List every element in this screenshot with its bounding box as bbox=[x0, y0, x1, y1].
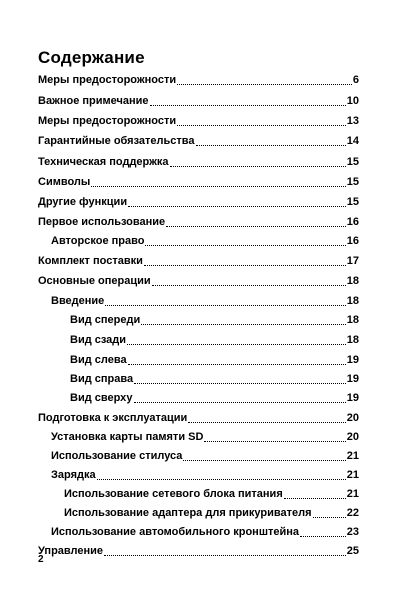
toc-entry-label: Другие функции bbox=[38, 196, 128, 208]
toc-entry[interactable] bbox=[38, 252, 359, 268]
toc-entry-page: 22 bbox=[346, 507, 359, 519]
toc-entry[interactable] bbox=[38, 112, 359, 128]
page-number: 2 bbox=[38, 554, 44, 565]
toc-entry[interactable] bbox=[64, 485, 359, 501]
toc-entry-page: 20 bbox=[346, 412, 359, 424]
toc-entry[interactable] bbox=[38, 213, 359, 229]
toc-entry-page: 13 bbox=[346, 115, 359, 127]
toc-entry-label: Вид спереди bbox=[70, 314, 141, 326]
toc-entry-label: Гарантийные обязательства bbox=[38, 135, 195, 147]
toc-entry[interactable] bbox=[51, 447, 359, 463]
dot-leader bbox=[141, 314, 346, 325]
dot-leader bbox=[91, 176, 345, 187]
toc-entry-label: Зарядка bbox=[51, 469, 96, 481]
toc-entry-label: Комплект поставки bbox=[38, 255, 143, 267]
toc-entry-page: 15 bbox=[346, 196, 359, 208]
toc-entry-label: Подготовка к эксплуатации bbox=[38, 412, 188, 424]
toc-entry-page: 19 bbox=[346, 373, 359, 385]
toc-entry-label: Использование автомобильного кронштейна bbox=[51, 526, 300, 538]
toc-entry-page: 19 bbox=[346, 354, 359, 366]
toc-entry-label: Основные операции bbox=[38, 275, 151, 287]
toc-entry-page: 21 bbox=[346, 488, 359, 500]
toc-entry[interactable] bbox=[70, 389, 359, 405]
toc-entry-page: 14 bbox=[346, 135, 359, 147]
toc-entry-page: 15 bbox=[346, 156, 359, 168]
dot-leader bbox=[104, 545, 346, 556]
dot-leader bbox=[152, 275, 346, 286]
toc-entry-page: 16 bbox=[346, 235, 359, 247]
toc-entry[interactable] bbox=[38, 71, 359, 87]
toc-entry-page: 17 bbox=[346, 255, 359, 267]
dot-leader bbox=[145, 235, 345, 246]
toc-entry-page: 16 bbox=[346, 216, 359, 228]
toc-entry-page: 23 bbox=[346, 526, 359, 538]
dot-leader bbox=[105, 295, 345, 306]
toc-entry-page: 6 bbox=[352, 74, 359, 86]
toc-entry[interactable] bbox=[38, 132, 359, 148]
toc-entry-page: 18 bbox=[346, 295, 359, 307]
dot-leader bbox=[313, 507, 346, 518]
toc-entry-page: 21 bbox=[346, 450, 359, 462]
toc-title: Содержание bbox=[38, 48, 145, 67]
toc-entry-label: Первое использование bbox=[38, 216, 166, 228]
toc-entry-label: Вид справа bbox=[70, 373, 134, 385]
dot-leader bbox=[300, 526, 346, 537]
toc-entry-label: Использование сетевого блока питания bbox=[64, 488, 283, 500]
toc-entry-page: 25 bbox=[346, 545, 359, 557]
toc-entry-label: Техническая поддержка bbox=[38, 156, 169, 168]
toc-entry-label: Меры предосторожности bbox=[38, 74, 177, 86]
toc-entry-label: Установка карты памяти SD bbox=[51, 431, 204, 443]
toc-entry-page: 18 bbox=[346, 275, 359, 287]
toc-entry-page: 18 bbox=[346, 314, 359, 326]
toc-entry-label: Символы bbox=[38, 176, 91, 188]
toc-entry[interactable] bbox=[51, 428, 359, 444]
dot-leader bbox=[183, 450, 345, 461]
dot-leader bbox=[177, 74, 352, 85]
toc-entry[interactable] bbox=[51, 292, 359, 308]
toc-entry[interactable] bbox=[51, 523, 359, 539]
toc-entry[interactable] bbox=[38, 272, 359, 288]
dot-leader bbox=[196, 135, 346, 146]
toc-entry[interactable] bbox=[38, 92, 359, 108]
toc-entry-page: 15 bbox=[346, 176, 359, 188]
dot-leader bbox=[134, 373, 346, 384]
toc-entry[interactable] bbox=[38, 153, 359, 169]
dot-leader bbox=[204, 431, 345, 442]
toc-entry-page: 20 bbox=[346, 431, 359, 443]
toc-entry-label: Использование адаптера для прикуривателя bbox=[64, 507, 312, 519]
toc-entry-label: Вид сверху bbox=[70, 392, 133, 404]
toc-entry-label: Управление bbox=[38, 545, 104, 557]
toc-entry[interactable] bbox=[38, 542, 359, 558]
dot-leader bbox=[166, 216, 346, 227]
toc-entry-label: Авторское право bbox=[51, 235, 145, 247]
dot-leader bbox=[177, 115, 346, 126]
dot-leader bbox=[128, 354, 346, 365]
toc-entry-label: Вид сзади bbox=[70, 334, 127, 346]
dot-leader bbox=[170, 156, 346, 167]
toc-entry-label: Важное примечание bbox=[38, 95, 149, 107]
toc-entry-page: 10 bbox=[346, 95, 359, 107]
toc-entry-label: Меры предосторожности bbox=[38, 115, 177, 127]
toc-entry-page: 18 bbox=[346, 334, 359, 346]
dot-leader bbox=[188, 412, 346, 423]
toc-entry[interactable] bbox=[64, 504, 359, 520]
toc-entry[interactable] bbox=[38, 173, 359, 189]
dot-leader bbox=[144, 255, 346, 266]
dot-leader bbox=[128, 196, 346, 207]
toc-entry-label: Вид слева bbox=[70, 354, 127, 366]
dot-leader bbox=[150, 95, 346, 106]
toc-entry-label: Введение bbox=[51, 295, 105, 307]
dot-leader bbox=[97, 469, 346, 480]
toc-entry-page: 21 bbox=[346, 469, 359, 481]
toc-entry-page: 19 bbox=[346, 392, 359, 404]
dot-leader bbox=[134, 392, 346, 403]
dot-leader bbox=[127, 334, 346, 345]
dot-leader bbox=[284, 488, 346, 499]
toc-entry[interactable] bbox=[38, 409, 359, 425]
toc-entry[interactable] bbox=[70, 331, 359, 347]
toc-entry[interactable] bbox=[51, 466, 359, 482]
toc-entry[interactable] bbox=[70, 351, 359, 367]
toc-entry[interactable] bbox=[70, 370, 359, 386]
toc-entry[interactable] bbox=[70, 311, 359, 327]
toc-entry[interactable] bbox=[51, 232, 359, 248]
toc-entry-label: Использование стилуса bbox=[51, 450, 183, 462]
toc-entry[interactable] bbox=[38, 193, 359, 209]
